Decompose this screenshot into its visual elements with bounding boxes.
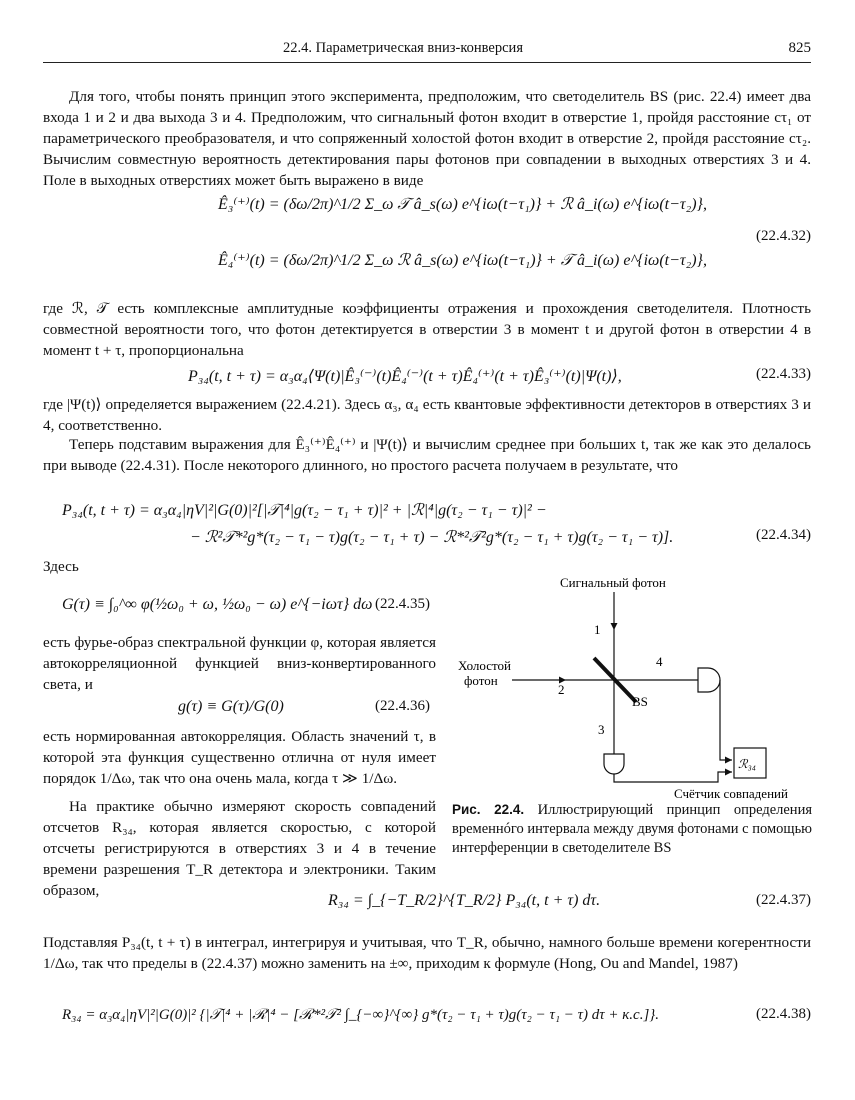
port-3-label: 3 (598, 722, 605, 737)
equation-22-4-34-line2: − ℛ²𝒯*²g*(τ₂ − τ₁ − τ)g(τ₂ − τ₁ + τ) − ℛ*²𝒯²g*(τ₂ − τ₁ + τ)g(τ₂ − τ₁ − τ)]. (190, 529, 674, 546)
paragraph-fourier: есть фурье-образ спектральной функции φ, которая является автокорреляционной функцией вниз-конвертированного света, и (43, 634, 436, 693)
equation-22-4-35: G(τ) ≡ ∫₀^∞ φ(½ω₀ + ω, ½ω₀ − ω) e^{−iωτ} dω (62, 596, 373, 613)
equation-number-38: (22.4.38) (756, 1006, 811, 1022)
coincidence-counter-label: Счётчик совпадений (674, 786, 788, 801)
detector-3 (604, 754, 624, 774)
detector-4 (698, 668, 720, 692)
equation-number-33: (22.4.33) (756, 366, 811, 382)
equation-number-35: (22.4.35) (375, 596, 430, 612)
equation-22-4-32-line2: Ê₄⁽⁺⁾(t) = (δω/2π)^1/2 Σ_ω ℛ â_s(ω) e^{iω(t−τ₁)} + 𝒯 â_i(ω) e^{iω(t−τ₂)}, (218, 252, 707, 269)
paragraph-efficiency: где |Ψ(t)⟩ определяется выражением (22.4.21). Здесь α₃, α₄ есть квантовые эффективности детекторов в отверстиях 3 и 4, соответственно. (43, 396, 811, 434)
idler-photon-label-line1: Холостой (458, 658, 511, 673)
paragraph-hong-ou-mandel: Подставляя P₃₄(t, t + τ) в интеграл, интегрируя и учитывая, что T_R, обычно, намного больше времени когерентности 1/Δω, так что пределы в (22.4.37) можно заменить на ±∞, приходим к формуле (Hong, Ou and Mandel, 1987) (43, 934, 811, 972)
running-head: 22.4. Параметрическая вниз-конверсия (283, 40, 523, 56)
equation-number-36: (22.4.36) (375, 698, 430, 714)
equation-22-4-36: g(τ) ≡ G(τ)/G(0) (178, 698, 284, 715)
caption-title: Рис. 22.4. (452, 802, 525, 817)
figure-caption (452, 800, 812, 858)
equation-22-4-32-line1: Ê₃⁽⁺⁾(t) = (δω/2π)^1/2 Σ_ω 𝒯 â_s(ω) e^{iω(t−τ₁)} + ℛ â_i(ω) e^{iω(t−τ₂)}, (218, 196, 707, 213)
port-2-label: 2 (558, 682, 565, 697)
equation-number-32: (22.4.32) (756, 228, 811, 244)
equation-22-4-34-line1: P₃₄(t, t + τ) = α₃α₄|ηV|²|G(0)|²[|𝒯|⁴|g(τ₂ − τ₁ + τ)|² + |ℛ|⁴|g(τ₂ − τ₁ − τ)|² − (62, 502, 547, 519)
paragraph-autocorrelation: есть нормированная автокорреляция. Область значений τ, в которой эта функция существенно отлична от нуля имеет порядок 1/Δω, так что она очень мала, когда τ ≫ 1/Δω. (43, 728, 436, 787)
figure-beam-splitter-diagram (446, 570, 816, 810)
port-4-label: 4 (656, 654, 663, 669)
idler-photon-label-line2: фотон (464, 673, 498, 688)
page-number: 825 (788, 40, 811, 56)
equation-22-4-33: P₃₄(t, t + τ) = α₃α₄⟨Ψ(t)|Ê₃⁽⁻⁾(t)Ê₄⁽⁻⁾(t + τ)Ê₄⁽⁺⁾(t + τ)Ê₃⁽⁺⁾(t)|Ψ(t)⟩, (188, 368, 622, 385)
bs-label: BS (632, 694, 648, 709)
equation-number-37: (22.4.37) (756, 892, 811, 908)
caption-text: Иллюстрирующий принцип определения временнóго интервала между двумя фотонами с помощью интерференции в светоделителе BS (452, 802, 813, 856)
paragraph-intro: Для того, чтобы понять принцип этого эксперимента, предположим, что светоделитель BS (рис. 22.4) имеет два входа 1 и 2 и два выхода 3 и 4. Предположим, что сигнальный фотон входит в отверстие 1, пройдя расстояние cτ₁ от параметрического преобразователя, и что сопряженный холостой фотон входит в отверстие 2, пройдя расстояние cτ₂. Вычислим совместную вероятность детектирования пары фотонов при совпадении в выходных отверстиях 3 и 4. Поле в выходных отверстиях может быть выражено в виде (43, 88, 811, 189)
signal-photon-label: Сигнальный фотон (560, 575, 666, 590)
equation-22-4-37: R₃₄ = ∫_{−T_R/2}^{T_R/2} P₃₄(t, t + τ) dτ. (328, 892, 601, 909)
paragraph-here: Здесь (43, 558, 79, 575)
header-rule (43, 62, 811, 63)
equation-number-34: (22.4.34) (756, 527, 811, 543)
wire-detector-3 (614, 772, 732, 782)
page-header (43, 40, 811, 64)
equation-22-4-38: R₃₄ = α₃α₄|ηV|²|G(0)|² {|𝒯|⁴ + |ℛ|⁴ − [ℛ*²𝒯² ∫_{−∞}^{∞} g*(τ₂ − τ₁ + τ)g(τ₂ − τ₁ − τ) dτ + к.с.]}. (62, 1007, 660, 1023)
paragraph-coincidence-rate: На практике обычно измеряют скорость совпадений отсчетов R₃₄, которая является скоростью, с которой отсчеты регистрируются в отверстиях 3 и 4 в течение времени разрешения T_R детектора и электроники. Таким образом, (43, 798, 436, 899)
paragraph-reflection: где ℛ, 𝒯 есть комплексные амплитудные коэффициенты отражения и прохождения светоделителя. Плотность совместной вероятности того, что фотон детектируется в отверстии 3 в момент t и другой фотон в отверстии 4 в момент t + τ, пропорциональна (43, 300, 811, 359)
wire-detector-4 (720, 680, 732, 760)
counter-label: ℛ₃₄ (738, 757, 756, 771)
paragraph-substitution: Теперь подставим выражения для Ê₃⁽⁺⁾Ê₄⁽⁺⁾ и |Ψ(t)⟩ и вычислим среднее при больших t, так же как это делалось при выводе (22.4.31). После некоторого длинного, но простого расчета получаем в результате, что (43, 436, 811, 474)
port-1-label: 1 (594, 622, 601, 637)
